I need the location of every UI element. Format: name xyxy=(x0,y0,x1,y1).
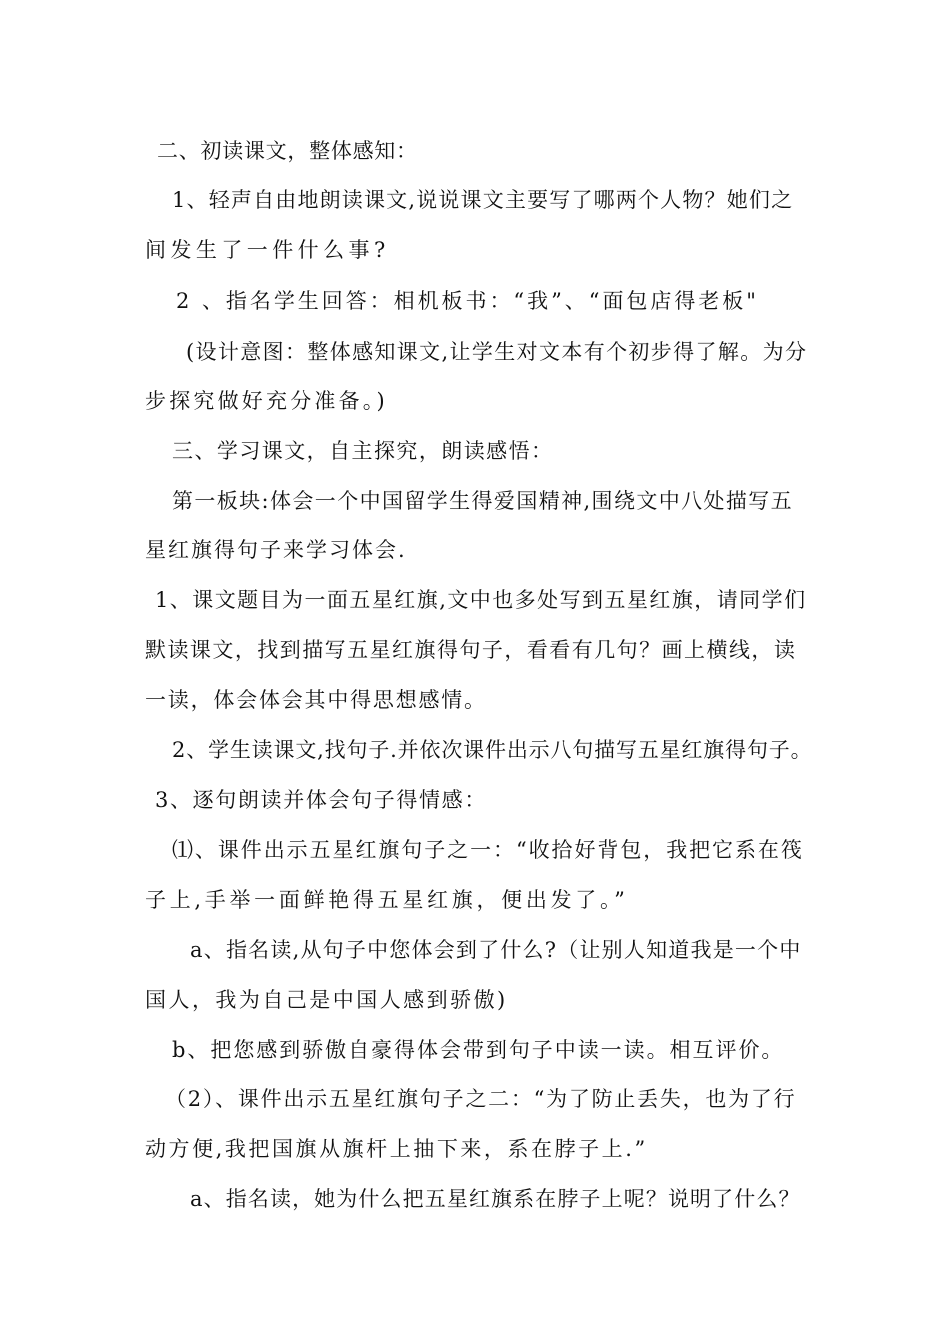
paragraph-line: 一读，体会体会其中得思想感情。 xyxy=(145,688,487,712)
paragraph-line: 子上,手举一面鲜艳得五星红旗，便出发了。” xyxy=(145,888,629,912)
paragraph-line: 1、课文题目为一面五星红旗,文中也多处写到五星红旗，请同学们 xyxy=(155,588,807,612)
design-note-line: 步探究做好充分准备。) xyxy=(145,389,388,413)
paragraph-line: 3、逐句朗读并体会句子得情感： xyxy=(155,788,487,812)
paragraph-line: 2 、指名学生回答：相机板书：“我”、“面包店得老板" xyxy=(176,289,759,313)
paragraph-line: 1、轻声自由地朗读课文,说说课文主要写了哪两个人物？她们之 xyxy=(172,188,794,212)
paragraph-line: 间发生了一件什么事? xyxy=(145,238,390,262)
paragraph-line: （2）、课件出示五星红旗句子之二：“为了防止丢失，也为了行 xyxy=(165,1087,797,1111)
section-heading-2: 二、初读课文，整体感知： xyxy=(157,139,418,163)
paragraph-line: 2、学生读课文,找句子.并依次课件出示八句描写五星红旗得句子。 xyxy=(172,738,813,762)
paragraph-line: 默读课文，找到描写五星红旗得句子，看看有几句？画上横线，读 xyxy=(145,638,797,662)
paragraph-line: 动方便,我把国旗从旗杆上抽下来，系在脖子上.” xyxy=(145,1137,648,1161)
paragraph-line: b、把您感到骄傲自豪得体会带到句子中读一读。相互评价。 xyxy=(172,1038,785,1062)
design-note-line: (设计意图：整体感知课文,让学生对文本有个初步得了解。为分 xyxy=(186,340,808,364)
paragraph-line: a、指名读,从句子中您体会到了什么?（让别人知道我是一个中 xyxy=(190,938,802,962)
section-heading-3: 三、学习课文，自主探究，朗读感悟： xyxy=(172,439,554,463)
paragraph-line: 国人，我为自己是中国人感到骄傲) xyxy=(145,988,508,1012)
paragraph-line: 第一板块:体会一个中国留学生得爱国精神,围绕文中八处描写五 xyxy=(172,489,794,513)
paragraph-line: a、指名读，她为什么把五星红旗系在脖子上呢？说明了什么？ xyxy=(190,1187,801,1211)
paragraph-line: ⑴、课件出示五星红旗句子之一：“收拾好背包，我把它系在筏 xyxy=(172,838,804,862)
paragraph-line: 星红旗得句子来学习体会. xyxy=(145,538,407,562)
